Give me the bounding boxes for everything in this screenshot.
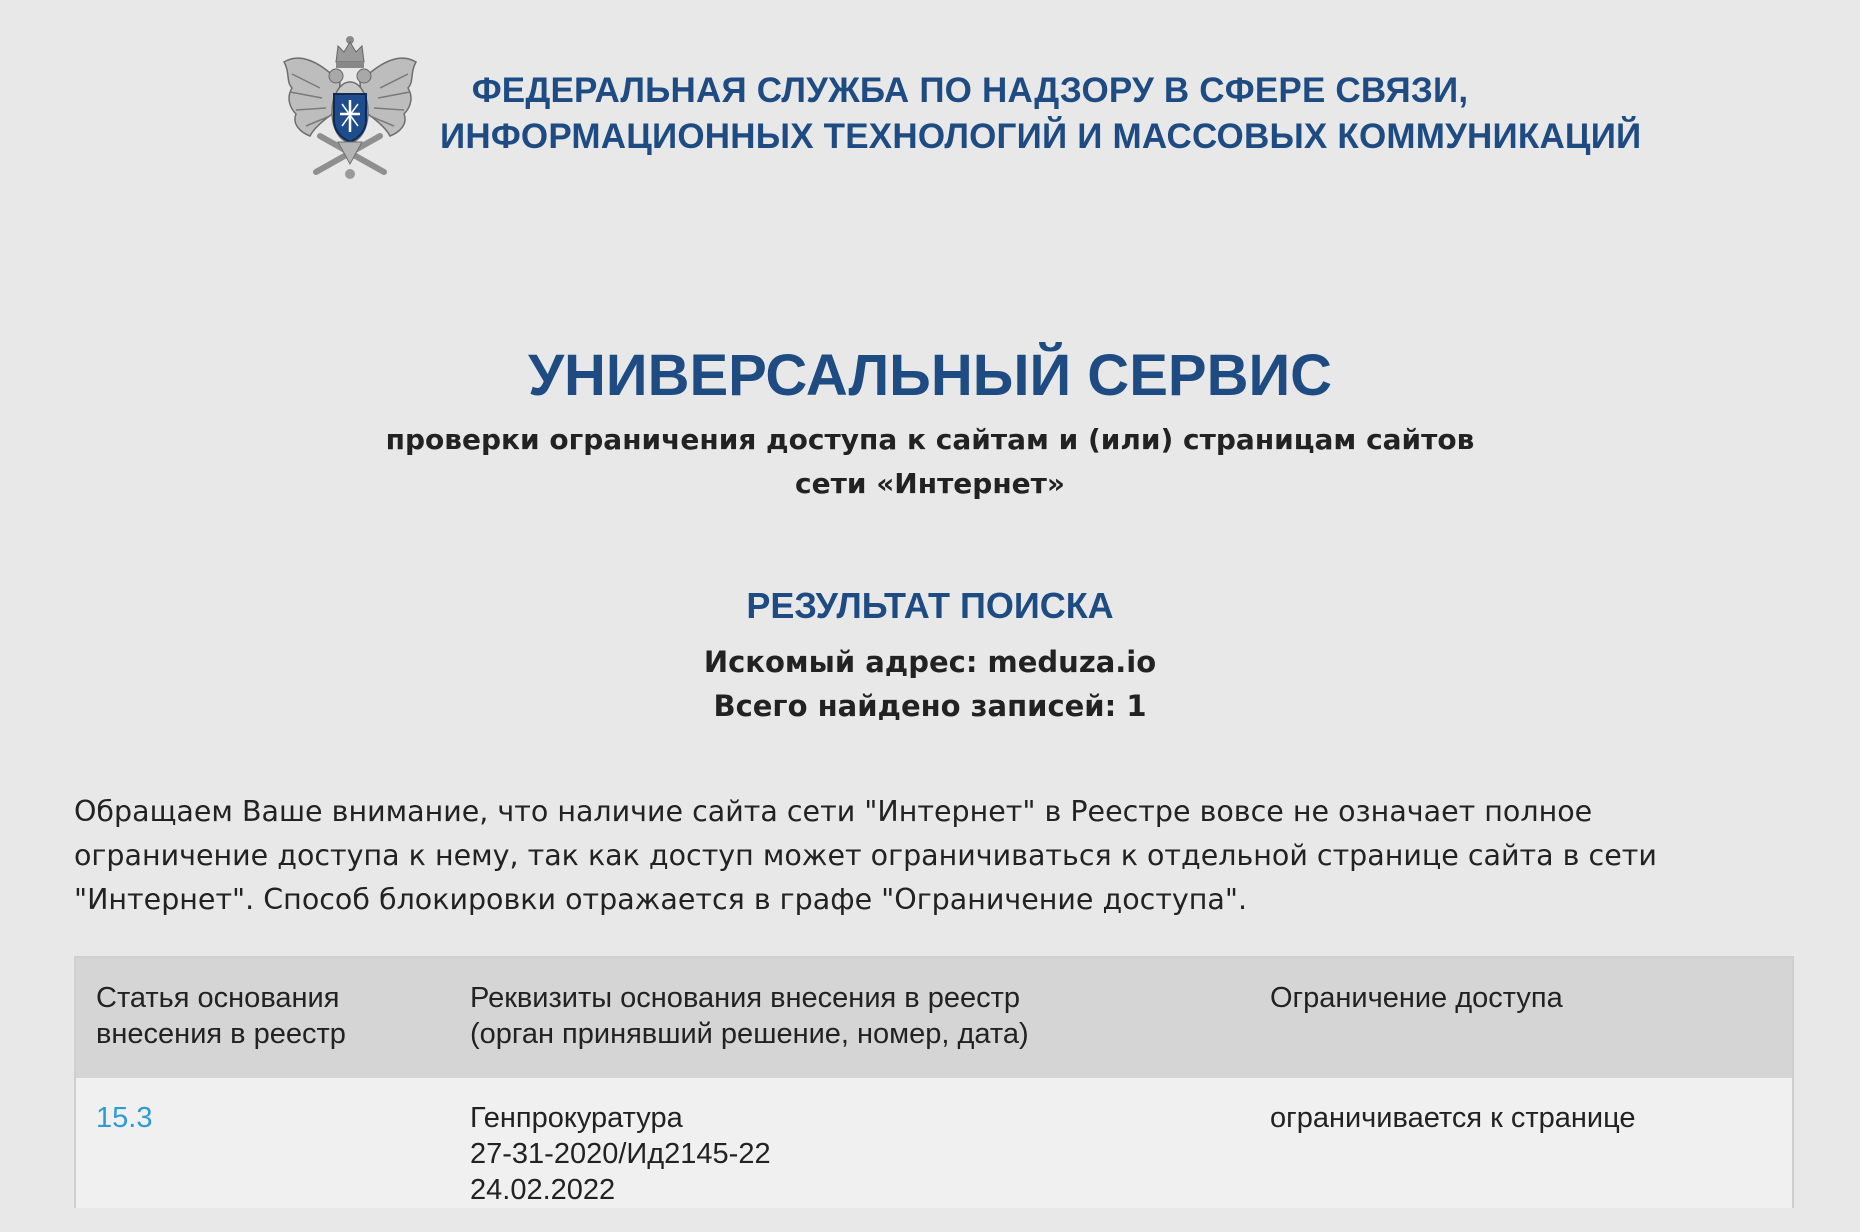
row-restriction-cell [1270,1100,1770,1136]
header-details-line2: (орган принявший решение, номер, дата) [470,1018,1029,1050]
agency-name-line1: ФЕДЕРАЛЬНАЯ СЛУЖБА ПО НАДЗОРУ В СФЕРЕ СВЯЗИ, [471,71,1469,110]
article-link[interactable]: 15.3 [96,1102,153,1134]
service-subtitle [0,418,1860,506]
header-details [470,980,1250,1052]
result-title: РЕЗУЛЬТАТ ПОИСКА [746,585,1114,626]
searched-address: Искомый адрес: meduza.io [703,645,1157,679]
service-subtitle-line2: сети «Интернет» [795,467,1065,500]
row-article-cell [96,1100,436,1136]
results-table [74,956,1794,1208]
row-details-number: 27-31-2020/Ид2145-22 [470,1138,771,1170]
table-row [76,1078,1792,1208]
notice-line3: "Интернет". Способ блокировки отражается в графе "Ограничение доступа". [74,883,1248,916]
notice-line2: ограничение доступа к нему, так как доступ может ограничиваться к отдельной странице сайта в сети [74,839,1657,872]
coat-of-arms-icon [280,32,420,184]
header-article [96,980,436,1052]
row-restriction-value: ограничивается к странице [1270,1102,1636,1134]
site-header [0,26,1860,186]
result-info [0,640,1860,728]
row-details-date: 24.02.2022 [470,1174,616,1206]
service-title: УНИВЕРСАЛЬНЫЙ СЕРВИС [527,343,1333,408]
service-subtitle-line1: проверки ограничения доступа к сайтам и (или) страницам сайтов [385,423,1475,456]
agency-name-line2: ИНФОРМАЦИОННЫХ ТЕХНОЛОГИЙ И МАССОВЫХ КОММУНИКАЦИЙ [440,117,1642,156]
table-header-row [76,958,1792,1078]
row-details-authority: Генпрокуратура [470,1102,683,1134]
notice-text [74,790,1794,922]
records-found-count: Всего найдено записей: 1 [713,689,1147,723]
header-restriction-line1: Ограничение доступа [1270,982,1563,1014]
header-article-line1: Статья основания [96,982,340,1014]
notice-line1: Обращаем Ваше внимание, что наличие сайта сети "Интернет" в Реестре вовсе не означает полное [74,795,1593,828]
header-article-line2: внесения в реестр [96,1018,346,1050]
row-details-cell [470,1100,1250,1208]
header-restriction [1270,980,1770,1016]
agency-name [440,68,1642,160]
header-details-line1: Реквизиты основания внесения в реестр [470,982,1021,1014]
